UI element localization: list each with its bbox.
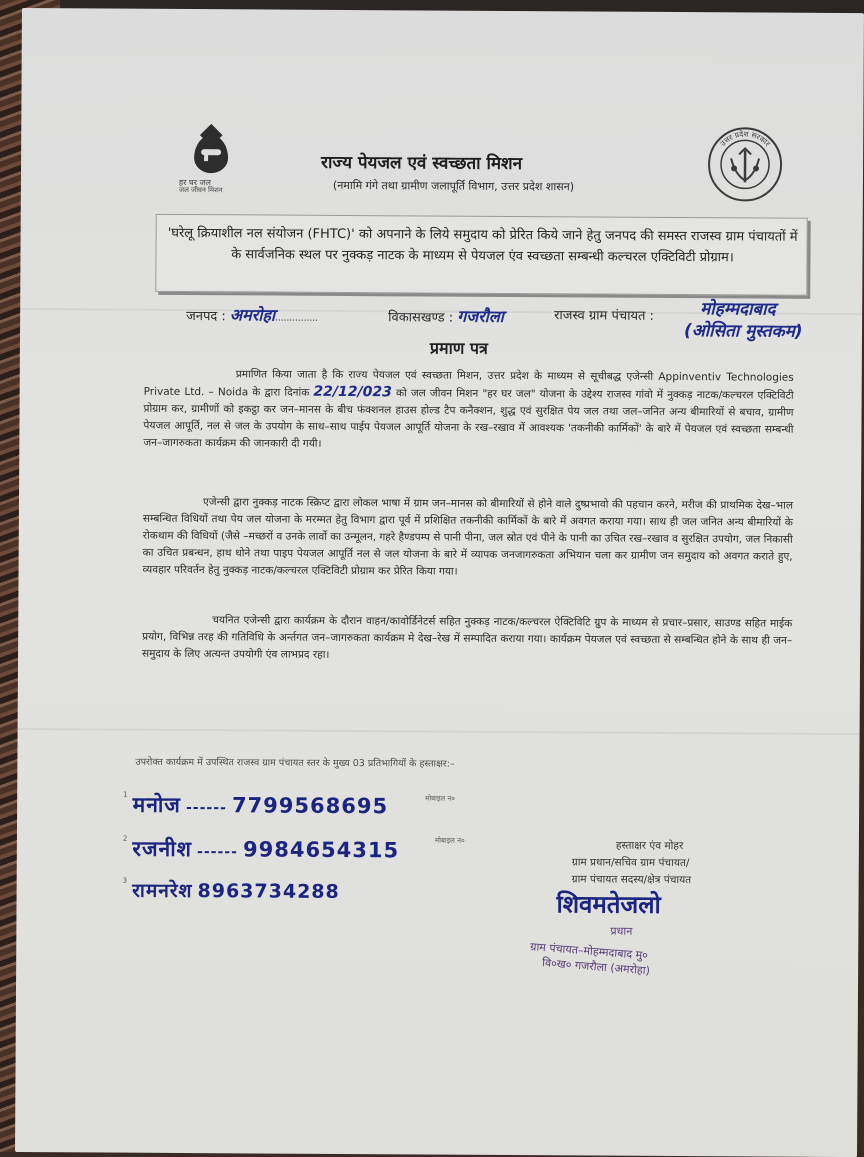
participant-phone: 7799568695 (232, 793, 388, 818)
certificate-document (15, 8, 864, 1157)
participant-entry: $^1$ मनोज ------ 7799568695 (123, 791, 388, 821)
mobile-label: मोबाइल न० (425, 794, 455, 803)
paragraph-1-body: को जल जीवन मिशन "हर घर जल" योजना के उद्देश्य राजस्व गांवो में नुक्कड़ नाटक/कल्चरल एक्टिविटी प्रोग्राम कर, ग्रामीणों को इकट्ठा कर जन–मानस के बीच फंक्शनल हाउस होल्ड टैप कनैक्शन, शुद्ध एवं सुरक्षित पेय जल तथा जल–जनित अन्य बीमारियों से बचाव, ग्रामीण पेयजल आपूर्ति, नल से जल के उपयोग के साथ–साथ पाईप पेयजल आपूर्ति योजना के रख–रखाव में आवश्यक 'तकनीकी कार्मिकों' के बारे में पेयजल एवं स्वच्छता सम्बन्धी जन–जागरुकता कार्यक्रम की जानकारी दी गयी। (143, 387, 793, 450)
signatory-line-2: ग्राम पंचायत सदस्य/क्षेत्र पंचायत (572, 871, 782, 889)
logo-caption: हर घर जल (179, 177, 259, 188)
stamp-designation: प्रधान (610, 924, 632, 939)
seal-text: उत्तर प्रदेश सरकार (718, 129, 772, 149)
paragraph-2-text: एजेन्सी द्वारा नुक्कड़ नाटक स्क्रिप्ट द्वारा लोकल भाषा में ग्राम जन–मानस को बीमारियों से होने वाले दुष्प्रभावो की पहचान करने, मरीज की प्राथमिक देख–भाल सम्बन्धित विधियों तथा पेय जल योजना के मरम्मत हेतु विभाग द्वारा पूर्व में प्रशिक्षित तकनीकी कार्मिकों के बारे में अवगत कराया गया। साथ ही जल जनित अन्य बीमारियों के रोकथाम की विधियों (जैसे –मच्छरों व उनके लार्वो का उन्मूलन, गहरे हैण्डपम्प से पानी पीना, जल स्रोत एवं पीने के पानी का उचित रख–रखाव व सुरक्षित उपयोग, जल निकासी का उचित प्रबन्धन, हाथ धोने तथा पाइप पेयजल आपूर्ति नल से जल योजना के बारे में व्यापक जनजागरुकता अभियान चला कर ग्रामीण जन समुदाय को अवगत कराते हुए, व्यवहार परिवर्तन हेतु नुक्कड़ नाटक/कल्चरल एक्टिविटी प्रोग्राम कर प्रेरित किया गया। (143, 496, 793, 578)
page-title: राज्य पेयजल एवं स्वच्छता मिशन (321, 150, 522, 174)
signatory-block (572, 837, 782, 889)
certificate-heading: प्रमाण पत्र (430, 336, 488, 358)
block-label: विकासखण्ड : (388, 310, 453, 325)
district-label: जनपद : (186, 309, 226, 324)
participant-name: रामनरेश (132, 880, 192, 902)
district-field: जनपद : अमरोहा............... (186, 303, 318, 326)
program-description-box (155, 214, 807, 296)
paragraph-1-intro: प्रमाणित किया जाता है कि राज्य पेयजल एवं स्वच्छता मिशन, उत्तर प्रदेश के माध्यम से सूचीबद्ध एजेन्सी Appinventiv Technologies Private Ltd. – Noida के द्वारा दिनांक (144, 368, 794, 399)
signatory-line-1: ग्राम प्रधान/सचिव ग्राम पंचायत/ (572, 854, 782, 872)
paragraph-1 (143, 366, 794, 456)
participant-number: 1 (123, 791, 128, 799)
up-government-seal-icon (705, 124, 785, 204)
stamp-panchayat: ग्राम पंचायत–मोहम्मदाबाद मु० (530, 939, 649, 963)
district-value: अमरोहा (230, 305, 275, 324)
event-date: 22/12/023 (313, 384, 392, 400)
panchayat-value: मोहम्मदाबाद (700, 296, 776, 319)
program-description: 'घरेलू क्रियाशील नल संयोजन (FHTC)' को अपनाने के लिये समुदाय को प्रेरित किये जाने हेतु जनपद की समस्त राजस्व ग्राम पंचायतों में के सार्वजनिक स्थल पर नुक्कड़ नाटक के माध्यम से पेयजल एंव स्वच्छता सम्बन्धी कल्चरल एक्टिविटी प्रोग्राम। (166, 223, 798, 269)
block-field (388, 304, 504, 327)
fold-line (18, 728, 860, 735)
svg-text:उत्तर प्रदेश सरकार (718, 129, 772, 149)
participant-entry (123, 877, 340, 904)
participant-number: 2 (123, 835, 128, 843)
participant-entry: $^2$ रजनीश ------ 9984654315 (123, 835, 399, 865)
panchayat-label: राजस्व ग्राम पंचायत : (554, 308, 654, 324)
page-subtitle: (नमामि गंगे तथा ग्रामीण जलापूर्ति विभाग, उत्तर प्रदेश शासन) (333, 178, 574, 194)
jal-jeevan-mission-logo (173, 129, 253, 209)
panchayat-field (554, 305, 654, 324)
signatory-heading: हस्ताक्षर एंव मोहर (572, 837, 782, 855)
participant-name: मनोज (133, 793, 181, 817)
paragraph-3-text: चयनित एजेन्सी द्वारा कार्यक्रम के दौरान वाहन/कावोर्डिनेटर्स सहित नुक्कड़ नाटक/कल्चरल ऐक्टिविटि ग्रुप के माध्यम से प्रचार–प्रसार, साउण्ड सहित माईक प्रयोग, विभिन्न तरह की गतिविधि के अर्न्तगत जन–जागरुकता कार्यक्रम मे देख–रेख में सम्पादित कराया गया। कार्यक्रम पेयजल एवं स्वच्छता से सम्बन्धित होने के साथ ही जन–समुदाय के लिए अत्यन्त उपयोगी एंव लाभप्रद रहा। (142, 614, 792, 661)
logo-caption-sub: जल जीवन मिशन (179, 186, 259, 195)
mobile-label: मोबाइल न० (435, 837, 465, 846)
paragraph-3 (142, 612, 792, 667)
participants-note: उपरोक्त कार्यक्रम में उपस्थित राजस्व ग्राम पंचायत स्तर के मुख्य 03 प्रतिभागियों के हस्ताक्षर:– (135, 755, 535, 772)
paragraph-2 (143, 494, 794, 583)
pradhan-signature: शिवमतेजलो (556, 887, 660, 921)
block-value: गजरौला (457, 307, 504, 326)
panchayat-value-secondary: (ओसिता मुस्तकम) (684, 318, 803, 342)
participant-number: 3 (123, 877, 128, 885)
participant-phone: 8963734288 (197, 880, 339, 903)
stamp-block: वि०ख० गजरौला (अमरोहा) (542, 955, 651, 978)
participant-phone: 9984654315 (243, 837, 399, 862)
participant-name: रजनीश (132, 837, 192, 861)
